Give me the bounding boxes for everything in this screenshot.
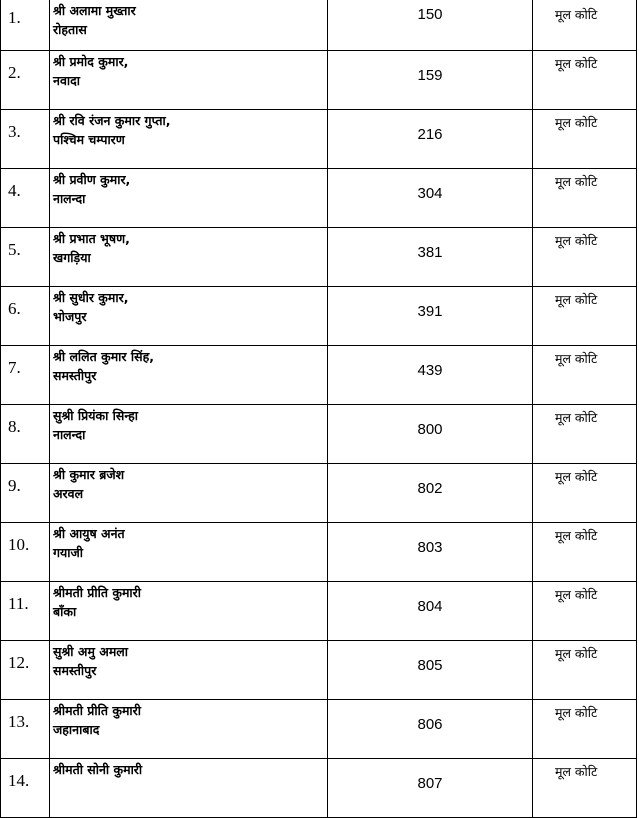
table-row (1, 346, 637, 405)
category: मूल कोटि (533, 759, 637, 818)
rank-number: 802 (328, 464, 533, 523)
candidate-name: सुश्री अमु अमला (53, 644, 129, 659)
category: मूल कोटि (533, 51, 637, 110)
table-row (1, 582, 637, 641)
candidate-name: सुश्री प्रियंका सिन्हा (53, 408, 138, 423)
candidate-district: अरवल (53, 486, 84, 501)
serial-number: 3. (1, 110, 50, 169)
candidate-name-cell (50, 51, 328, 110)
candidate-name-cell (50, 0, 328, 51)
candidate-name-cell (50, 169, 328, 228)
category: मूल कोटि (533, 110, 637, 169)
candidate-name-cell (50, 523, 328, 582)
candidate-district: नालन्दा (53, 191, 86, 206)
candidate-name-cell (50, 641, 328, 700)
serial-number: 11. (1, 582, 50, 641)
serial-number: 2. (1, 51, 50, 110)
candidate-name: श्री प्रवीण कुमार, (53, 172, 131, 187)
category: मूल कोटि (533, 228, 637, 287)
rank-number: 304 (328, 169, 533, 228)
category: मूल कोटि (533, 169, 637, 228)
serial-number: 10. (1, 523, 50, 582)
candidate-name-cell (50, 464, 328, 523)
table-row (1, 169, 637, 228)
candidate-name: श्री रवि रंजन कुमार गुप्ता, (53, 113, 171, 128)
candidate-name: श्री अलामा मुख्तार (53, 3, 136, 18)
table-row (1, 523, 637, 582)
candidate-district: भोजपुर (53, 309, 87, 324)
candidate-district: जहानाबाद (53, 722, 100, 737)
rank-number: 439 (328, 346, 533, 405)
table-row (1, 51, 637, 110)
category: मूल कोटि (533, 641, 637, 700)
rank-number: 381 (328, 228, 533, 287)
candidate-name-cell (50, 228, 328, 287)
serial-number: 4. (1, 169, 50, 228)
rank-number: 216 (328, 110, 533, 169)
candidate-name-cell (50, 582, 328, 641)
candidate-district: बाँका (53, 604, 77, 619)
table-row (1, 110, 637, 169)
table-row (1, 0, 637, 51)
serial-number: 1. (1, 0, 50, 51)
rank-number: 800 (328, 405, 533, 464)
category: मूल कोटि (533, 287, 637, 346)
candidate-name: श्री आयुष अनंत (53, 526, 125, 541)
table-row (1, 759, 637, 818)
rank-number: 805 (328, 641, 533, 700)
candidate-name-cell (50, 700, 328, 759)
candidate-district: पश्चिम चम्पारण (53, 132, 125, 147)
table-row (1, 405, 637, 464)
candidate-name: श्रीमती प्रीति कुमारी (53, 703, 142, 718)
candidate-district: समस्तीपुर (53, 663, 97, 678)
candidate-district: गयाजी (53, 545, 84, 560)
candidate-district: नालन्दा (53, 427, 86, 442)
rank-number: 804 (328, 582, 533, 641)
serial-number: 9. (1, 464, 50, 523)
candidate-name: श्रीमती सोनी कुमारी (53, 762, 143, 777)
category: मूल कोटि (533, 464, 637, 523)
rank-number: 391 (328, 287, 533, 346)
rank-number: 806 (328, 700, 533, 759)
category: मूल कोटि (533, 346, 637, 405)
serial-number: 13. (1, 700, 50, 759)
category: मूल कोटि (533, 582, 637, 641)
table-row (1, 700, 637, 759)
candidate-name: श्री ललित कुमार सिंह, (53, 349, 154, 364)
rank-number: 803 (328, 523, 533, 582)
candidate-district: समस्तीपुर (53, 368, 97, 383)
rank-number: 150 (328, 0, 533, 51)
table-row (1, 228, 637, 287)
candidate-name-cell (50, 405, 328, 464)
serial-number: 6. (1, 287, 50, 346)
candidate-name: श्री प्रभात भूषण, (53, 231, 130, 246)
category: मूल कोटि (533, 0, 637, 51)
candidate-district: नवादा (53, 73, 81, 88)
candidate-name: श्री कुमार ब्रजेश (53, 467, 125, 482)
rank-number: 807 (328, 759, 533, 818)
rank-number: 159 (328, 51, 533, 110)
candidate-name-cell (50, 346, 328, 405)
candidate-district: खगड़िया (53, 250, 91, 265)
table-row (1, 641, 637, 700)
serial-number: 8. (1, 405, 50, 464)
category: मूल कोटि (533, 523, 637, 582)
serial-number: 12. (1, 641, 50, 700)
serial-number: 5. (1, 228, 50, 287)
table-row (1, 287, 637, 346)
table-row (1, 464, 637, 523)
candidate-name-cell (50, 110, 328, 169)
candidate-name: श्री सुधीर कुमार, (53, 290, 129, 305)
candidate-name-cell (50, 759, 328, 818)
category: मूल कोटि (533, 405, 637, 464)
candidate-name-cell (50, 287, 328, 346)
serial-number: 7. (1, 346, 50, 405)
category: मूल कोटि (533, 700, 637, 759)
serial-number: 14. (1, 759, 50, 818)
candidate-name: श्रीमती प्रीति कुमारी (53, 585, 142, 600)
candidate-district: रोहतास (53, 22, 87, 37)
candidate-name: श्री प्रमोद कुमार, (53, 54, 129, 69)
